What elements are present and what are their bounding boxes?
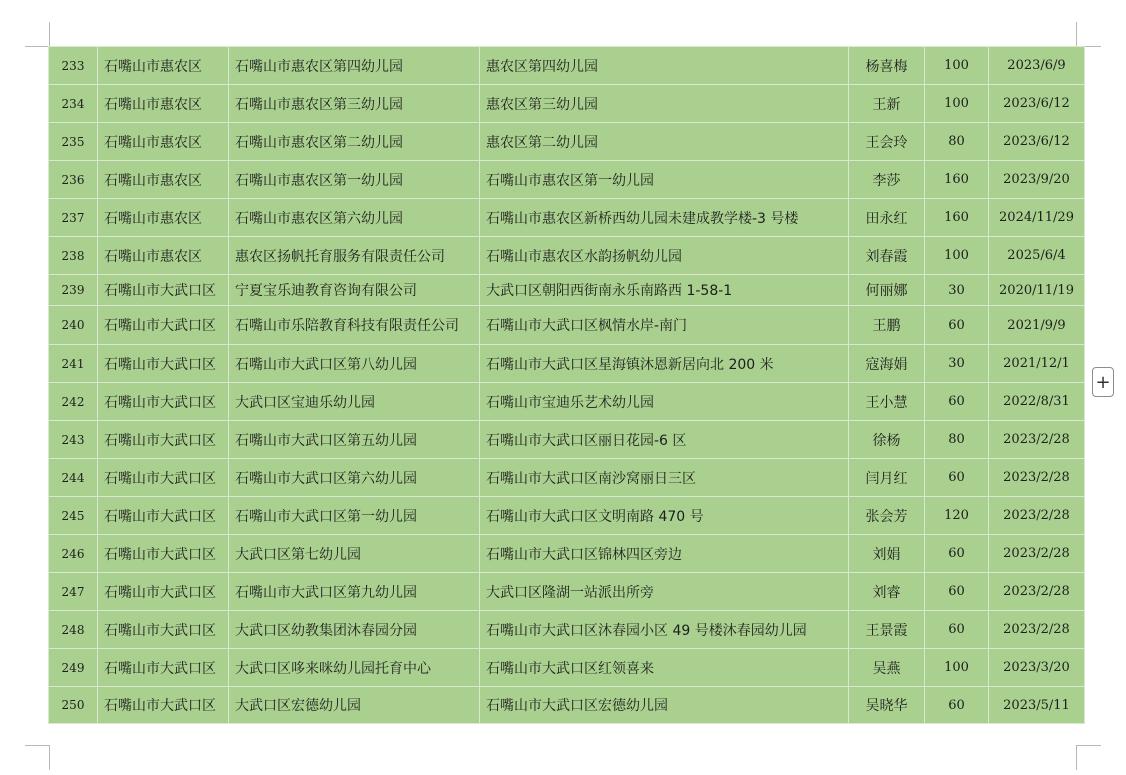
- cell-capacity[interactable]: 60: [925, 383, 989, 421]
- cell-address[interactable]: 惠农区第二幼儿园: [480, 123, 849, 161]
- cell-date[interactable]: 2023/6/12: [989, 123, 1085, 161]
- cell-date[interactable]: 2023/2/28: [989, 497, 1085, 535]
- cell-address[interactable]: 石嘴山市大武口区星海镇沐恩新居向北 200 米: [480, 345, 849, 383]
- table-row: [49, 237, 1085, 275]
- cell-number[interactable]: 249: [49, 649, 98, 687]
- cell-contact[interactable]: 吴燕: [849, 649, 925, 687]
- cell-date[interactable]: 2024/11/29: [989, 199, 1085, 237]
- cell-number[interactable]: 248: [49, 611, 98, 649]
- cell-institution-name[interactable]: 石嘴山市惠农区第四幼儿园: [229, 47, 480, 85]
- cell-date[interactable]: 2023/2/28: [989, 421, 1085, 459]
- table-row: [49, 611, 1085, 649]
- cell-institution-name[interactable]: 石嘴山市惠农区第一幼儿园: [229, 161, 480, 199]
- cell-institution-name[interactable]: 惠农区扬帆托育服务有限责任公司: [229, 237, 480, 275]
- table-row: [49, 123, 1085, 161]
- cell-address[interactable]: 石嘴山市大武口区丽日花园-6 区: [480, 421, 849, 459]
- table-row: [49, 199, 1085, 237]
- cell-contact[interactable]: 寇海娟: [849, 345, 925, 383]
- cell-contact[interactable]: 李莎: [849, 161, 925, 199]
- cell-date[interactable]: 2021/9/9: [989, 306, 1085, 345]
- cell-date[interactable]: 2023/6/9: [989, 47, 1085, 85]
- cell-number[interactable]: 245: [49, 497, 98, 535]
- table-row: [49, 497, 1085, 535]
- table-row: [49, 161, 1085, 199]
- cell-capacity[interactable]: 100: [925, 85, 989, 123]
- cell-address[interactable]: 惠农区第三幼儿园: [480, 85, 849, 123]
- cell-capacity[interactable]: 160: [925, 199, 989, 237]
- cell-date[interactable]: 2023/6/12: [989, 85, 1085, 123]
- cell-address[interactable]: 石嘴山市大武口区锦林四区旁边: [480, 535, 849, 573]
- cell-district[interactable]: 石嘴山市大武口区: [98, 497, 229, 535]
- cell-capacity[interactable]: 60: [925, 459, 989, 497]
- table-row: [49, 535, 1085, 573]
- cell-address[interactable]: 石嘴山市惠农区第一幼儿园: [480, 161, 849, 199]
- cell-capacity[interactable]: 120: [925, 497, 989, 535]
- cell-capacity[interactable]: 100: [925, 237, 989, 275]
- cell-contact[interactable]: 刘睿: [849, 573, 925, 611]
- add-row-button[interactable]: [1092, 367, 1114, 397]
- cell-address[interactable]: 石嘴山市大武口区文明南路 470 号: [480, 497, 849, 535]
- cell-capacity[interactable]: 100: [925, 47, 989, 85]
- cell-date[interactable]: 2020/11/19: [989, 275, 1085, 306]
- cell-contact[interactable]: 张会芳: [849, 497, 925, 535]
- cell-institution-name[interactable]: 石嘴山市大武口区第五幼儿园: [229, 421, 480, 459]
- cell-address[interactable]: 大武口区隆湖一站派出所旁: [480, 573, 849, 611]
- table-row: [49, 459, 1085, 497]
- cell-contact[interactable]: 王鹏: [849, 306, 925, 345]
- cell-capacity[interactable]: 30: [925, 275, 989, 306]
- cell-contact[interactable]: 王新: [849, 85, 925, 123]
- cell-district[interactable]: 石嘴山市大武口区: [98, 649, 229, 687]
- cell-date[interactable]: 2023/2/28: [989, 611, 1085, 649]
- cell-number[interactable]: 238: [49, 237, 98, 275]
- cell-contact[interactable]: 王小慧: [849, 383, 925, 421]
- cell-address[interactable]: 石嘴山市大武口区红领喜来: [480, 649, 849, 687]
- cell-address[interactable]: 石嘴山市惠农区水韵扬帆幼儿园: [480, 237, 849, 275]
- cell-contact[interactable]: 吴晓华: [849, 687, 925, 724]
- cell-district[interactable]: 石嘴山市惠农区: [98, 85, 229, 123]
- cell-contact[interactable]: 杨喜梅: [849, 47, 925, 85]
- cell-contact[interactable]: 何丽娜: [849, 275, 925, 306]
- table-row: [49, 306, 1085, 345]
- cell-address[interactable]: 石嘴山市大武口区宏德幼儿园: [480, 687, 849, 724]
- cell-number[interactable]: 235: [49, 123, 98, 161]
- cell-number[interactable]: 239: [49, 275, 98, 306]
- cell-date[interactable]: 2023/2/28: [989, 573, 1085, 611]
- cell-capacity[interactable]: 60: [925, 611, 989, 649]
- cell-address[interactable]: 石嘴山市宝迪乐艺术幼儿园: [480, 383, 849, 421]
- page-corner-mark-top-left: [25, 22, 50, 47]
- cell-district[interactable]: 石嘴山市大武口区: [98, 459, 229, 497]
- cell-capacity[interactable]: 80: [925, 123, 989, 161]
- cell-district[interactable]: 石嘴山市惠农区: [98, 199, 229, 237]
- cell-institution-name[interactable]: 宁夏宝乐迪教育咨询有限公司: [229, 275, 480, 306]
- cell-capacity[interactable]: 100: [925, 649, 989, 687]
- cell-number[interactable]: 237: [49, 199, 98, 237]
- table-row: [49, 649, 1085, 687]
- cell-district[interactable]: 石嘴山市大武口区: [98, 611, 229, 649]
- cell-district[interactable]: 石嘴山市大武口区: [98, 535, 229, 573]
- cell-address[interactable]: 石嘴山市大武口区枫情水岸-南门: [480, 306, 849, 345]
- cell-capacity[interactable]: 60: [925, 687, 989, 724]
- cell-date[interactable]: 2023/5/11: [989, 687, 1085, 724]
- cell-contact[interactable]: 王景霞: [849, 611, 925, 649]
- table-row: [49, 687, 1085, 724]
- cell-district[interactable]: 石嘴山市大武口区: [98, 306, 229, 345]
- table-row: [49, 275, 1085, 306]
- cell-contact[interactable]: 徐杨: [849, 421, 925, 459]
- cell-contact[interactable]: 田永红: [849, 199, 925, 237]
- cell-date[interactable]: 2022/8/31: [989, 383, 1085, 421]
- table-row: [49, 573, 1085, 611]
- cell-institution-name[interactable]: 石嘴山市惠农区第三幼儿园: [229, 85, 480, 123]
- cell-institution-name[interactable]: 石嘴山市大武口区第八幼儿园: [229, 345, 480, 383]
- table-row: [49, 85, 1085, 123]
- cell-institution-name[interactable]: 石嘴山市惠农区第二幼儿园: [229, 123, 480, 161]
- cell-date[interactable]: 2023/9/20: [989, 161, 1085, 199]
- cell-capacity[interactable]: 80: [925, 421, 989, 459]
- cell-date[interactable]: 2023/2/28: [989, 535, 1085, 573]
- cell-capacity[interactable]: 30: [925, 345, 989, 383]
- cell-capacity[interactable]: 60: [925, 573, 989, 611]
- cell-capacity[interactable]: 60: [925, 306, 989, 345]
- cell-district[interactable]: 石嘴山市惠农区: [98, 123, 229, 161]
- cell-contact[interactable]: 王会玲: [849, 123, 925, 161]
- table-row: [49, 383, 1085, 421]
- plus-icon: +: [1095, 371, 1111, 393]
- cell-address[interactable]: 惠农区第四幼儿园: [480, 47, 849, 85]
- cell-district[interactable]: 石嘴山市大武口区: [98, 573, 229, 611]
- cell-date[interactable]: 2021/12/1: [989, 345, 1085, 383]
- cell-number[interactable]: 250: [49, 687, 98, 724]
- cell-number[interactable]: 243: [49, 421, 98, 459]
- cell-address[interactable]: 大武口区朝阳西街南永乐南路西 1-58-1: [480, 275, 849, 306]
- cell-institution-name[interactable]: 石嘴山市大武口区第一幼儿园: [229, 497, 480, 535]
- cell-district[interactable]: 石嘴山市惠农区: [98, 47, 229, 85]
- cell-district[interactable]: 石嘴山市大武口区: [98, 687, 229, 724]
- cell-number[interactable]: 234: [49, 85, 98, 123]
- cell-institution-name[interactable]: 大武口区第七幼儿园: [229, 535, 480, 573]
- cell-contact[interactable]: 刘娟: [849, 535, 925, 573]
- cell-number[interactable]: 236: [49, 161, 98, 199]
- page-corner-mark-bottom-right: [1076, 745, 1101, 770]
- cell-institution-name[interactable]: 石嘴山市惠农区第六幼儿园: [229, 199, 480, 237]
- cell-number[interactable]: 233: [49, 47, 98, 85]
- cell-date[interactable]: 2023/3/20: [989, 649, 1085, 687]
- cell-institution-name[interactable]: 大武口区宏德幼儿园: [229, 687, 480, 724]
- table-row: [49, 421, 1085, 459]
- cell-institution-name[interactable]: 石嘴山市大武口区第九幼儿园: [229, 573, 480, 611]
- table-row: [49, 345, 1085, 383]
- cell-contact[interactable]: 刘春霞: [849, 237, 925, 275]
- page-corner-mark-bottom-left: [25, 745, 50, 770]
- cell-number[interactable]: 241: [49, 345, 98, 383]
- cell-institution-name[interactable]: 大武口区幼教集团沐春园分园: [229, 611, 480, 649]
- table-row: [49, 47, 1085, 85]
- cell-district[interactable]: 石嘴山市大武口区: [98, 275, 229, 306]
- cell-number[interactable]: 246: [49, 535, 98, 573]
- cell-contact[interactable]: 闫月红: [849, 459, 925, 497]
- cell-institution-name[interactable]: 石嘴山市乐陪教育科技有限责任公司: [229, 306, 480, 345]
- registry-table: [48, 46, 1085, 724]
- cell-district[interactable]: 石嘴山市大武口区: [98, 421, 229, 459]
- cell-district[interactable]: 石嘴山市大武口区: [98, 383, 229, 421]
- cell-number[interactable]: 240: [49, 306, 98, 345]
- cell-date[interactable]: 2025/6/4: [989, 237, 1085, 275]
- cell-number[interactable]: 247: [49, 573, 98, 611]
- cell-address[interactable]: 石嘴山市大武口区沐春园小区 49 号楼沐春园幼儿园: [480, 611, 849, 649]
- page-corner-mark-top-right: [1076, 22, 1101, 47]
- cell-district[interactable]: 石嘴山市大武口区: [98, 345, 229, 383]
- cell-institution-name[interactable]: 大武口区宝迪乐幼儿园: [229, 383, 480, 421]
- cell-date[interactable]: 2023/2/28: [989, 459, 1085, 497]
- cell-address[interactable]: 石嘴山市大武口区南沙窝丽日三区: [480, 459, 849, 497]
- cell-number[interactable]: 242: [49, 383, 98, 421]
- cell-institution-name[interactable]: 大武口区哆来咪幼儿园托育中心: [229, 649, 480, 687]
- cell-district[interactable]: 石嘴山市惠农区: [98, 237, 229, 275]
- cell-district[interactable]: 石嘴山市惠农区: [98, 161, 229, 199]
- cell-institution-name[interactable]: 石嘴山市大武口区第六幼儿园: [229, 459, 480, 497]
- cell-capacity[interactable]: 160: [925, 161, 989, 199]
- table-body: [49, 47, 1085, 724]
- cell-capacity[interactable]: 60: [925, 535, 989, 573]
- cell-number[interactable]: 244: [49, 459, 98, 497]
- cell-address[interactable]: 石嘴山市惠农区新桥西幼儿园未建成教学楼-3 号楼: [480, 199, 849, 237]
